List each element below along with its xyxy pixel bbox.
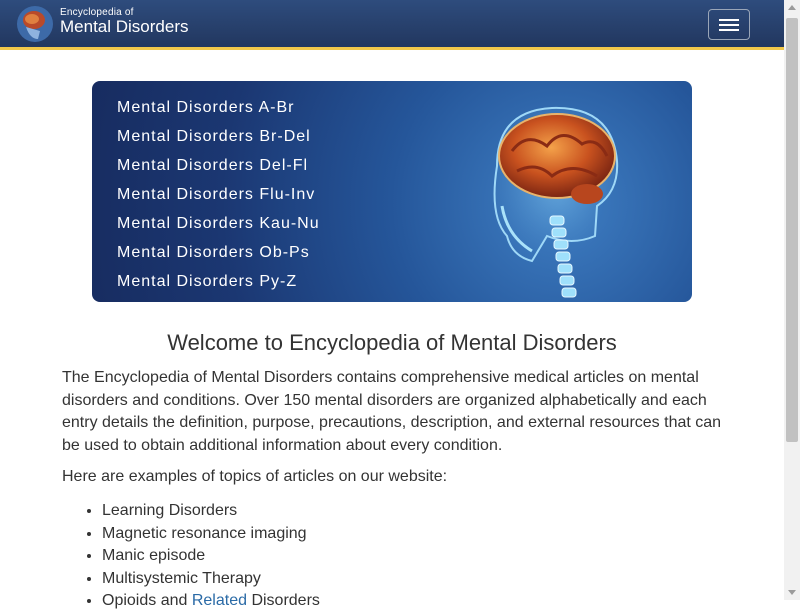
- topic-item: • Manic episode: [102, 545, 320, 568]
- topic-link[interactable]: Related: [191, 592, 247, 610]
- hamburger-line: [719, 24, 739, 26]
- topic-item: • Multisystemic Therapy: [102, 568, 320, 591]
- page-title: Welcome to Encyclopedia of Mental Disorders: [167, 330, 617, 355]
- nav-link-br-del[interactable]: Mental Disorders Br-Del: [117, 128, 311, 145]
- brand-title[interactable]: Mental Disorders: [60, 17, 189, 36]
- nav-link-flu-inv[interactable]: Mental Disorders Flu-Inv: [117, 186, 316, 203]
- hamburger-menu-button[interactable]: [708, 9, 750, 40]
- examples-label: Here are examples of topics of articles on our website:: [62, 468, 448, 485]
- scroll-up-arrow-icon[interactable]: [788, 5, 796, 10]
- hamburger-line: [719, 29, 739, 31]
- nav-link-ob-ps[interactable]: Mental Disorders Ob-Ps: [117, 244, 310, 261]
- vertical-scrollbar[interactable]: [784, 0, 800, 600]
- topic-list: [62, 500, 320, 613]
- brand-subtitle[interactable]: Encyclopedia of: [60, 7, 134, 18]
- disorder-range-nav: [117, 93, 320, 296]
- hero-banner: [92, 81, 692, 302]
- hamburger-line: [719, 19, 739, 21]
- nav-link-kau-nu[interactable]: Mental Disorders Kau-Nu: [117, 215, 320, 232]
- scrollbar-thumb[interactable]: [786, 18, 798, 442]
- nav-link-del-fl[interactable]: Mental Disorders Del-Fl: [117, 157, 309, 174]
- intro-paragraph: The Encyclopedia of Mental Disorders contains comprehensive medical articles on mental disorders and conditions. Over 150 mental disorders are organized alphabetically and each entry details the definition, purpose, precautions, description, and external resources that can be used to obtain additional information about every condition.: [62, 369, 722, 454]
- brain-logo-icon[interactable]: [16, 5, 54, 43]
- topic-text: Opioids and: [102, 592, 192, 610]
- head-brain-illustration: [477, 96, 657, 302]
- topic-item: [102, 590, 320, 613]
- topic-item: • Magnetic resonance imaging: [102, 523, 320, 546]
- scroll-down-arrow-icon[interactable]: [788, 590, 796, 595]
- nav-link-a-br[interactable]: Mental Disorders A-Br: [117, 99, 295, 116]
- site-header: [0, 0, 784, 50]
- topic-item: • Learning Disorders: [102, 500, 320, 523]
- topic-text: Disorders: [247, 592, 320, 610]
- nav-link-py-z[interactable]: Mental Disorders Py-Z: [117, 273, 298, 290]
